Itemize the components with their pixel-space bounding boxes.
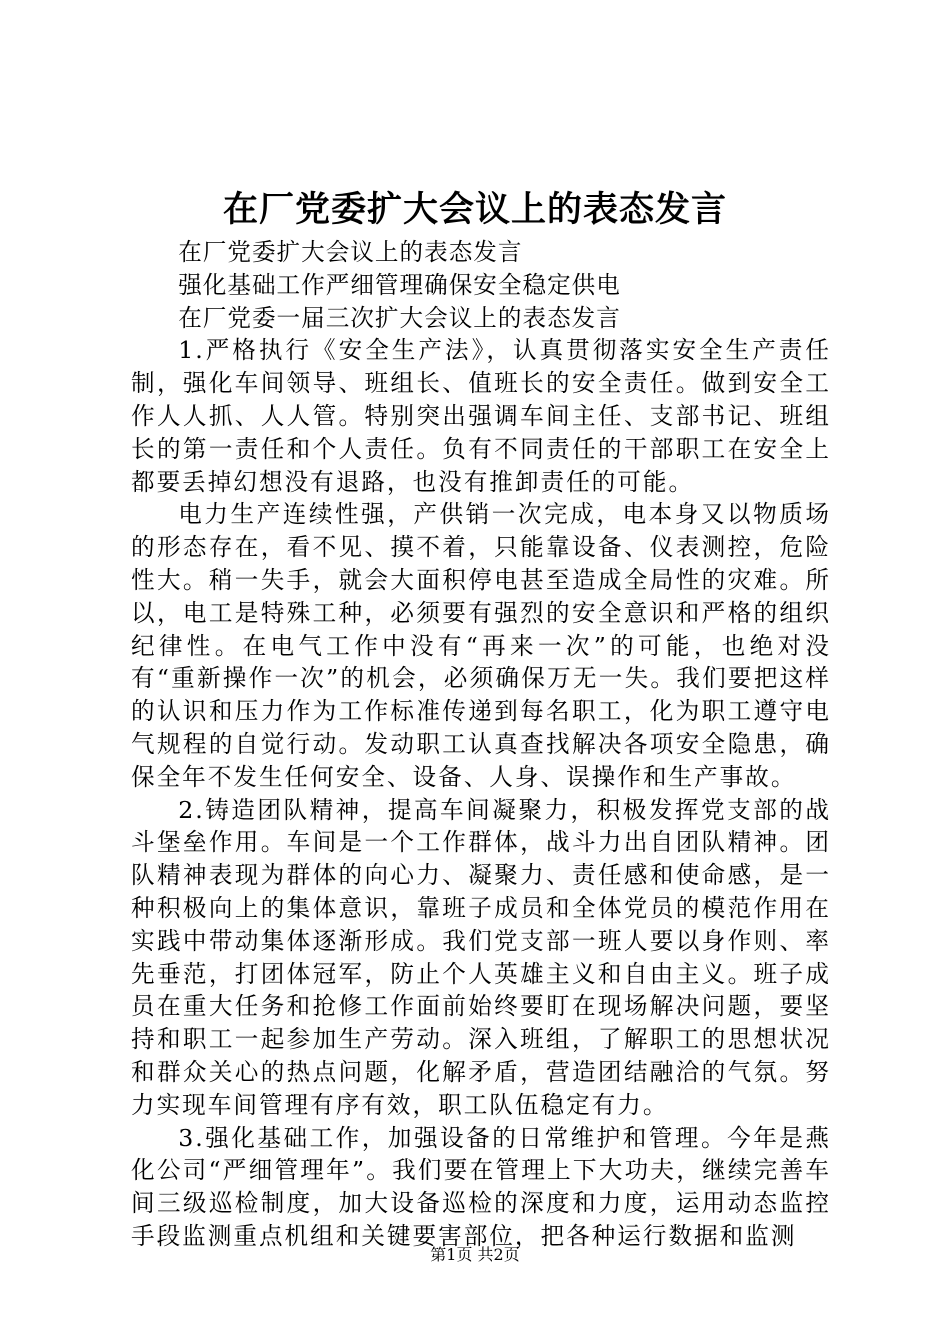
body-paragraph: 1.严格执行《安全生产法》，认真贯彻落实安全生产责任制，强化车间领导、班组长、值班长的安全责任。做到安全工作人人抓、人人管。特别突出强调车间主任、支部书记、班组长的第一责任和个人责任。负有不同责任的干部职工在安全上都要丢掉幻想没有退路，也没有推卸责任的可能。: [131, 336, 831, 496]
page-title: 在厂党委扩大会议上的表态发言: [222, 189, 727, 230]
subtitle-line: 强化基础工作严细管理确保安全稳定供电: [178, 270, 621, 299]
page-number-footer: 第1页 共2页: [430, 1245, 520, 1264]
body-paragraph: 电力生产连续性强，产供销一次完成，电本身又以物质场的形态存在，看不见、摸不着，只能靠设备、仪表测控，危险性大。稍一失手，就会大面积停电甚至造成全局性的灾难。所以，电工是特殊工种，必须要有强烈的安全意识和严格的组织纪律性。在电气工作中没有“再来一次”的可能，也绝对没有“重新操作一次”的机会，必须确保万无一失。我们要把这样的认识和压力作为工作标准传递到每名职工，化为职工遵守电气规程的自觉行动。发动职工认真查找解决各项安全隐患，确保全年不发生任何安全、设备、人身、误操作和生产事故。: [131, 500, 831, 791]
subtitle-line: 在厂党委扩大会议上的表态发言: [178, 238, 523, 266]
body-paragraph: 2.铸造团队精神，提高车间凝聚力，积极发挥党支部的战斗堡垒作用。车间是一个工作群体，战斗力出自团队精神。团队精神表现为群体的向心力、凝聚力、责任感和使命感，是一种积极向上的集体意识，靠班子成员和全体党员的模范作用在实践中带动集体逐渐形成。我们党支部一班人要以身作则、率先垂范，打团体冠军，防止个人英雄主义和自由主义。班子成员在重大任务和抢修工作面前始终要盯在现场解决问题，要坚持和职工一起参加生产劳动。深入班组，了解职工的思想状况和群众关心的热点问题，化解矛盾，营造团结融洽的气氛。努力实现车间管理有序有效，职工队伍稳定有力。: [131, 795, 831, 1119]
subtitle-line: 在厂党委一届三次扩大会议上的表态发言: [178, 303, 621, 332]
body-paragraph: 3.强化基础工作，加强设备的日常维护和管理。今年是燕化公司“严细管理年”。我们要在管理上下大功夫，继续完善车间三级巡检制度，加大设备巡检的深度和力度，运用动态监控手段监测重点机组和关键要害部位，把各种运行数据和监测: [131, 1123, 831, 1250]
document-body: [131, 236, 831, 1253]
